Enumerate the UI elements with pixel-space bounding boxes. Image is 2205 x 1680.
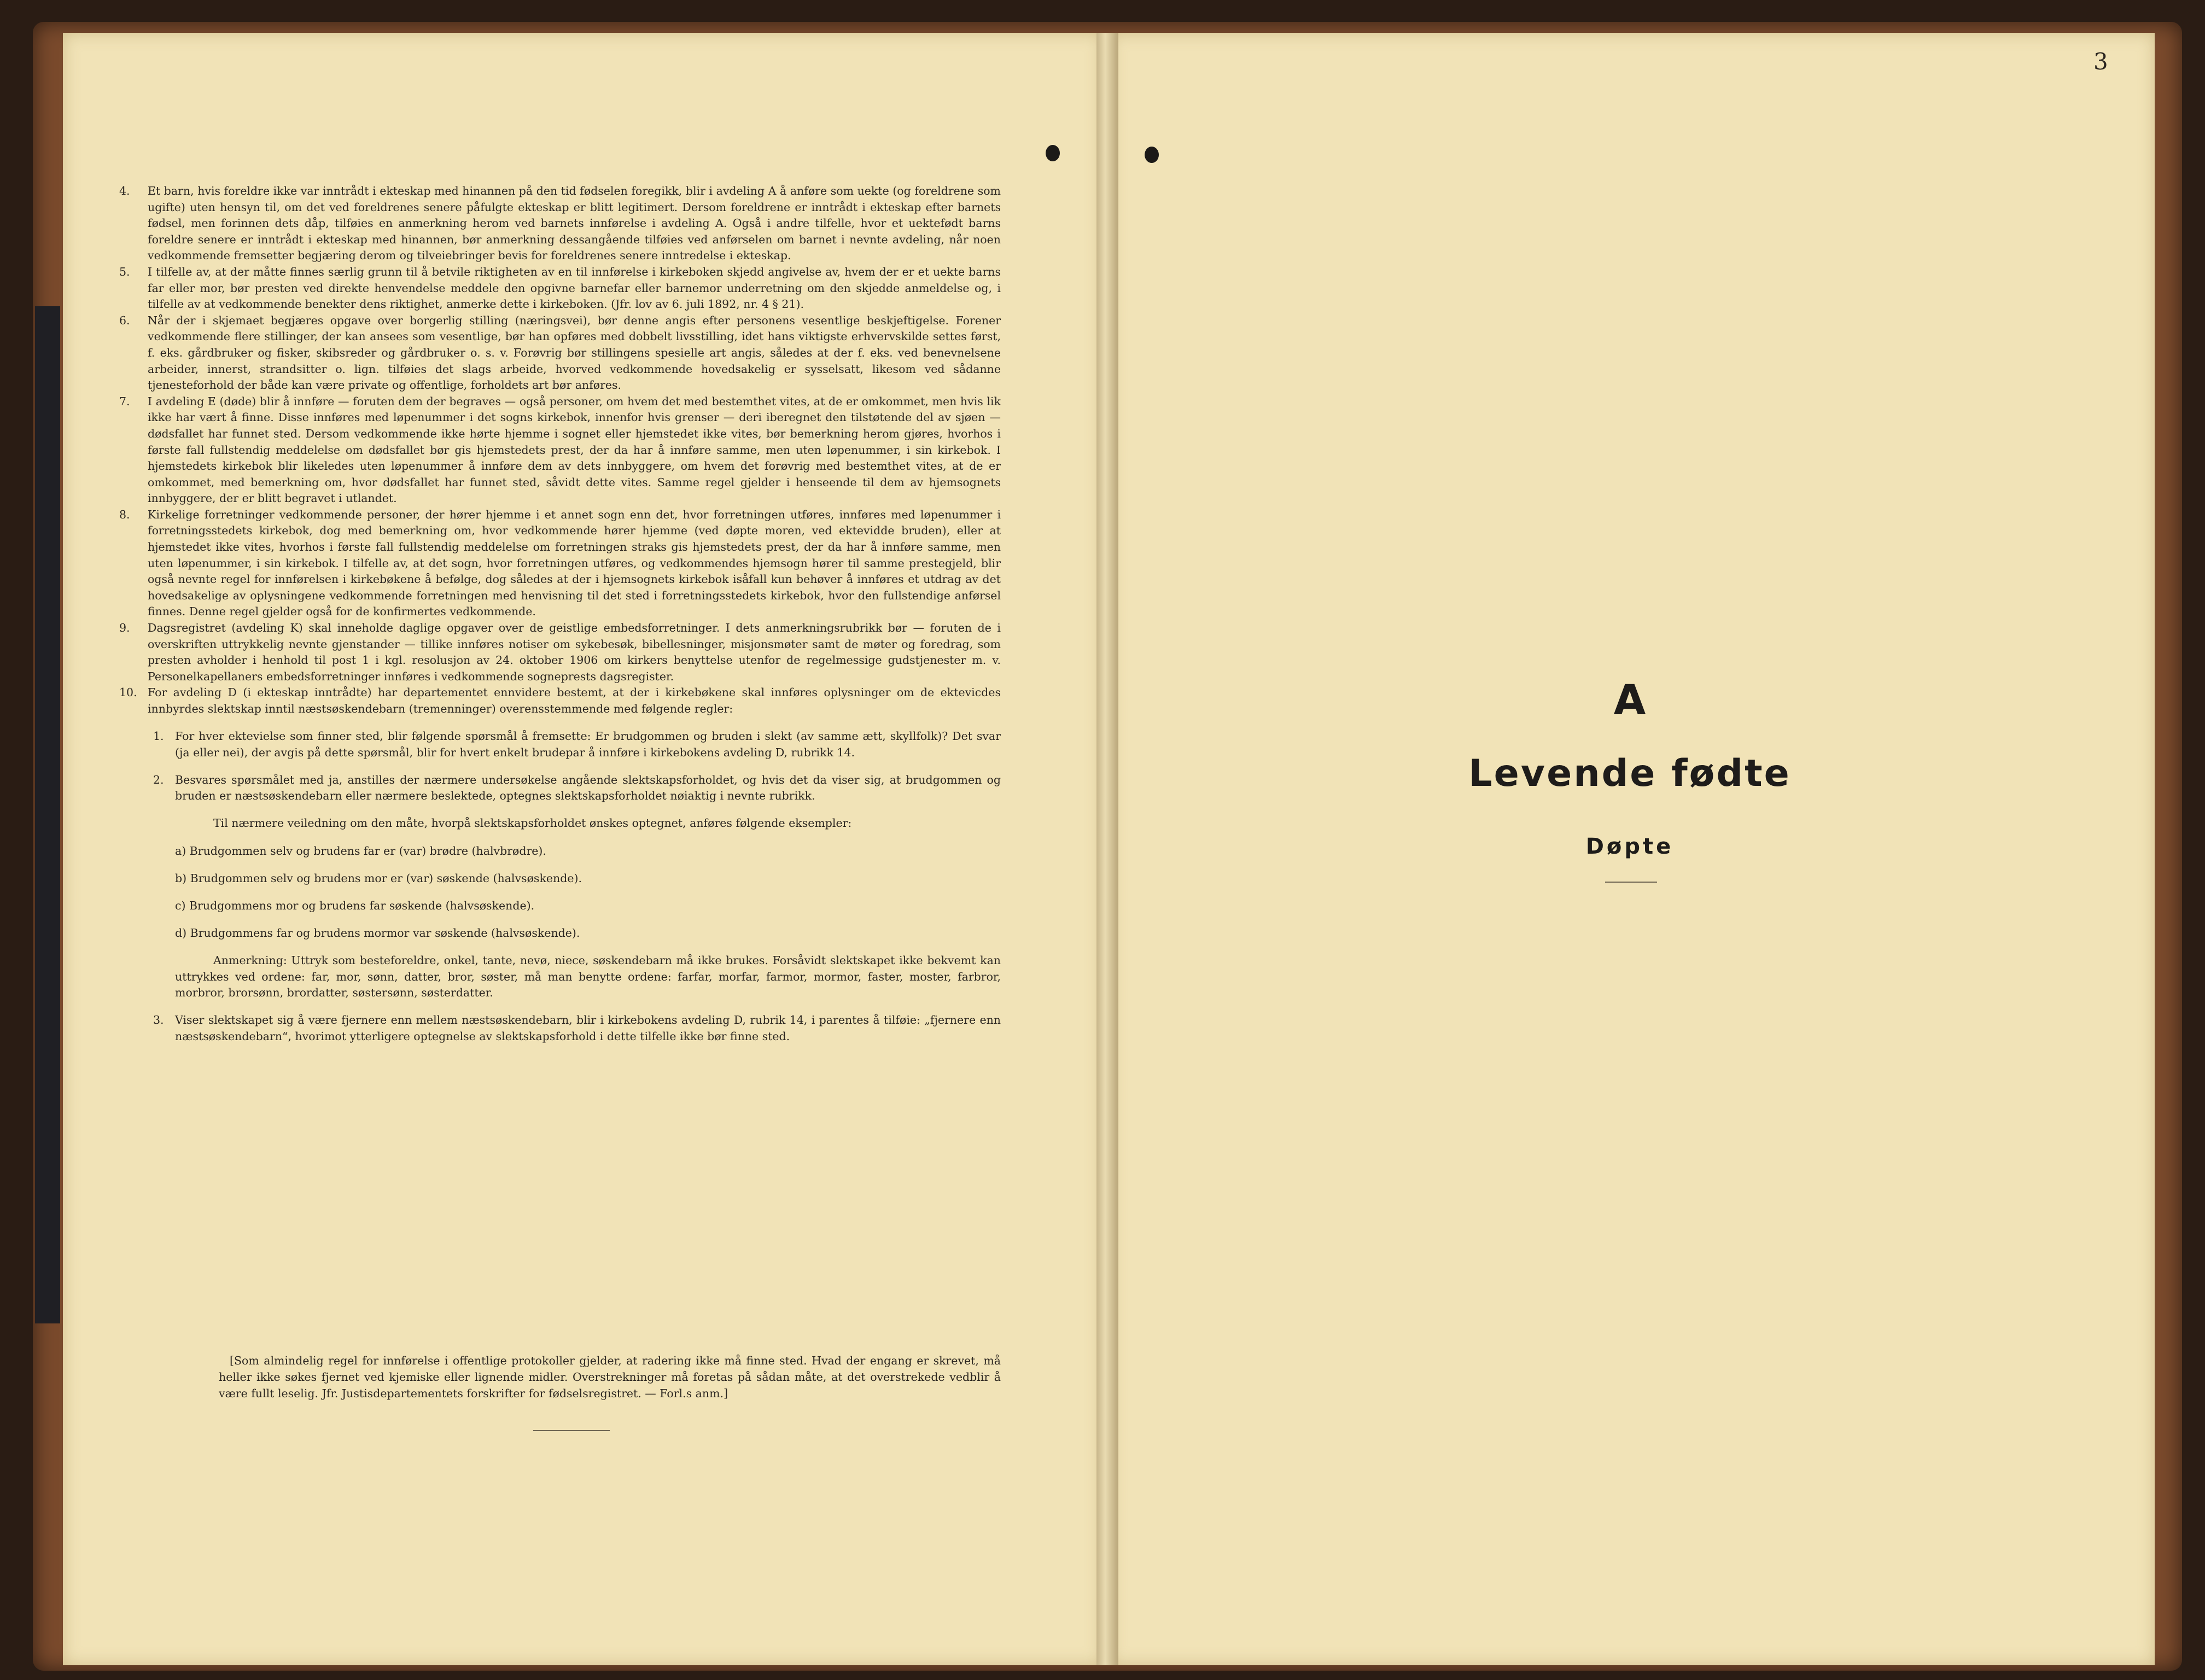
example-line: b) Brudgommen selv og brudens mor er (var) søskende (halvsøskende). xyxy=(175,871,582,885)
divider-rule xyxy=(533,1430,610,1431)
instruction-item: 9. Dagsregistret (avdeling K) skal inneholde daglige opgaver over de geistlige embedsforretninger. I dets anmerkningsrubrikk bør — foruten de i overskriften uttrykkelig nevnte gjenstander — tillike innføres notiser om sykebesøk, bibellesninger, misjonsmøter samt de møter og foredrag, som presten avholder i henhold til post 1 i kgl. resolusjon av 24. oktober 1906 om kirkers benyttelse utenfor de regelmessige gudstjenester m. v. Personelkapellaners embedsforretninger innføres i vedkommende sogneprests dagsregister. xyxy=(119,621,1001,683)
example-line: a) Brudgommen selv og brudens far er (var) brødre (halvbrødre). xyxy=(175,844,546,858)
example-line: d) Brudgommens far og brudens mormor var søskende (halvsøskende). xyxy=(175,926,580,940)
instruction-subitem: 3. Viser slektskapet sig å være fjernere enn mellem næstsøskendebarn, blir i kirkebokens avdeling D, rubrik 14, i parentes å tilføie: „fjernere enn næstsøskendebarn“, hvorimot ytterligere optegnelse av slektskapsforhold i dette tilfelle ikke bør finne sted. xyxy=(153,1013,1001,1043)
section-title: Levende fødte xyxy=(1468,752,1791,795)
instruction-subitem: 2. Besvares spørsmålet med ja, anstilles der nærmere undersøkelse angående slektskapsforholdet, og hvis det da viser sig, at brudgommen og bruden er næstsøskendebarn eller nærmere beslektede, optegnes slektskapsforholdet nøiaktig i nevnte rubrikk. xyxy=(153,773,1001,803)
remark-text: Anmerkning: Uttryk som besteforeldre, onkel, tante, nevø, niece, søskendebarn må ikke brukes. Forsåvidt slektskapet ikke bekvemt kan uttrykkes ved ordene: far, mor, sønn, datter, bror, søster, må man benytte ordene: farfar, morfar, farmor, mormor, faster, moster, farbror, morbror, brorsønn, brordatter, søstersønn, søsterdatter. xyxy=(175,953,1001,1000)
section-subtitle: Døpte xyxy=(1585,834,1674,859)
instruction-item: 4. Et barn, hvis foreldre ikke var inntrådt i ekteskap med hinannen på den tid fødselen foregikk, blir i avdeling A å anføre som uekte (og foreldrene som ugifte) uten hensyn til, om det ved foreldrenes senere påfulgte ekteskap er blitt legitimert. Dersom foreldrene er inntrådt i ekteskap efter barnets fødsel, men forinnen dets dåp, tilføies en anmerkning herom ved barnets innførelse i avdeling A. Også i andre tilfelle, hvor et uektefødt barns foreldre senere er inntrådt i ekteskap med hinannen, bør anmerkning dessangående tilføies ved anførselen om barnet i nevnte avdeling, når noen vedkommende fremsetter begjæring derom og tilveiebringer bevis for foreldrenes senere inntredelse i ekteskap. xyxy=(119,184,1001,262)
page-number: 3 xyxy=(2093,48,2108,75)
instructions-text xyxy=(119,183,1001,1056)
section-letter: A xyxy=(1613,675,1646,724)
instruction-item: 7. I avdeling E (døde) blir å innføre — foruten dem der begraves — også personer, om hvem det med bestemthet vites, at de er omkommet, men hvis lik ikke har vært å finne. Disse innføres med løpenummer i det sogns kirkebok, innenfor hvis grenser — deri iberegnet den tilstøtende del av sjøen — dødsfallet har funnet sted. Dersom vedkommende ikke hørte hjemme i sognet eller hjemstedet ikke vites, bør bemerkning herom gjøres, hvorhos i første fall fullstendig meddelelse om dødsfallet bør gis hjemstedets prest, der da har å innføre samme, men uten løpenummer, i sin kirkebok. I hjemstedets kirkebok blir likeledes uten løpenummer å innføre dem av dets innbyggere, om hvem det forøvrig med bestemthet vites, at de er omkommet, med bemerkning om, hvor dødsfallet har funnet sted, såvidt dette vites. Samme regel gjelder i henseende til dem av hjemsognets innbyggere, der er blitt begravet i utlandet. xyxy=(119,394,1001,505)
cover-spine-strip xyxy=(35,306,60,1323)
instruction-subitem: 1. For hver ektevielse som finner sted, blir følgende spørsmål å fremsette: Er brudgommen og bruden i slekt (av samme ætt, skyllfolk)? Det svar (ja eller nei), der avgis på dette spørsmål, blir for hvert enkelt brudepar å innføre i kirkebokens avdeling D, rubrikk 14. xyxy=(153,730,1001,759)
divider-rule xyxy=(1605,882,1657,883)
book-gutter xyxy=(1096,33,1118,1665)
closing-note: [Som almindelig regel for innførelse i offentlige protokoller gjelder, at radering ikke må finne sted. Hvad der engang er skrevet, må heller ikke søkes fjernet ved kjemiske eller lignende midler. Overstrekninger må foretas på sådan måte, at det overstrekede vedblir å være fullt leselig. Jfr. Justisdepartementets forskrifter for fødselsregistret. — Forl.s anm.] xyxy=(219,1354,1001,1400)
instruction-item: 8. Kirkelige forretninger vedkommende personer, der hører hjemme i et annet sogn enn det, hvor forretningen utføres, innføres med løpenummer i forretningsstedets kirkebok, dog med bemerkning om, hvor vedkommende hører hjemme (ved døpte moren, ved ektevidde bruden), eller at hjemstedet ikke vites, hvorhos i første fall fullstendig meddelelse om forretningen straks gis hjemstedets prest, der da har å innføre samme, men uten løpenummer, i sin kirkebok. I tilfelle av, at det sogn, hvor forretningen utføres, og vedkommendes hjemsogn hører til samme prestegjeld, blir også nevnte regel for innførelsen i kirkebøkene å befølge, dog således at der i hjemsognets kirkebok isåfall kun behøver å innføres et utdrag av det hovedsakelige av oplysningene vedkommende forretningen med henvisning til det sted i forretningsstedets kirkebok, hvor den fullstendige anførsel finnes. Denne regel gjelder også for de konfirmertes vedkommende. xyxy=(119,508,1001,619)
instruction-item: 6. Når der i skjemaet begjæres opgave over borgerlig stilling (næringsvei), bør denne angis efter personens vesentlige beskjeftigelse. Forener vedkommende flere stillinger, der kan ansees som vesentlige, bør han opføres med dobbelt livsstilling, idet hans viktigste erhvervskilde settes først, f. eks. gårdbruker og fisker, skibsreder og gårdbruker o. s. v. Forøvrig bør stillingens spesielle art angis, således at der f. eks. ved benevnelsene arbeider, innerst, strandsitter o. lign. tilføies det slags arbeide, hvorved vedkommende hovedsakelig er sysselsatt, likesom ved sådanne tjenesteforhold der både kan være private og offentlige, forholdets art bør anføres. xyxy=(119,313,1001,392)
binding-hole-right xyxy=(1145,147,1159,163)
guidance-text: Til nærmere veiledning om den måte, hvorpå slektskapsforholdet ønskes optegnet, anføres følgende eksempler: xyxy=(213,816,852,830)
instruction-item: 5. I tilfelle av, at der måtte finnes særlig grunn til å betvile riktigheten av en til innførelse i kirkeboken skjedd angivelse av, hvem der er et uekte barns far eller mor, bør presten ved direkte henvendelse meddele den opgivne barnefar eller barnemor underretning om den skjedde anmeldelse og, i tilfelle av at vedkommende benekter dens riktighet, anmerke dette i kirkeboken. (Jfr. lov av 6. juli 1892, nr. 4 § 21). xyxy=(119,265,1001,311)
instruction-item: 10. For avdeling D (i ekteskap inntrådte) har departementet ennvidere bestemt, at der i kirkebøkene skal innføres oplysninger om de ektevicdes innbyrdes slektskap inntil næstsøskendebarn (tremenninger) overensstemmende med følgende regler: xyxy=(119,686,1001,715)
binding-hole-left xyxy=(1046,145,1060,161)
example-line: c) Brudgommens mor og brudens far søskende (halvsøskende). xyxy=(175,899,535,912)
